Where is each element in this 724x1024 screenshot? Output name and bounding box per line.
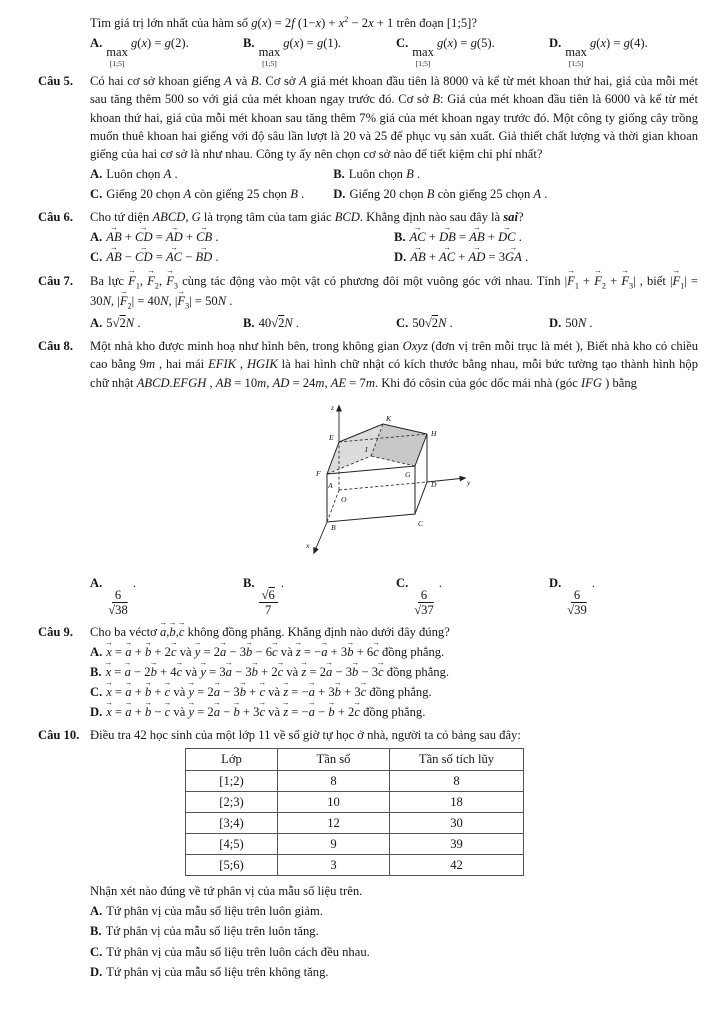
option-c — [90, 942, 698, 962]
option-text: max [1;5] g(x) = g(5). — [412, 36, 495, 68]
answer-options — [90, 313, 698, 333]
table-cell: 12 — [278, 812, 390, 833]
diagram-label-d: D — [431, 479, 437, 489]
option-a — [90, 313, 239, 333]
diagram-label-o: O — [341, 494, 347, 504]
option-text: 40√2N . — [258, 316, 300, 331]
diagram-label-i: I — [365, 444, 368, 454]
option-letter: B. — [90, 924, 102, 939]
option-text: $\frac{6}{√38}$ . — [108, 575, 137, 618]
option-text: Luôn chọn A . — [106, 166, 178, 181]
question-number: Câu 8. — [38, 339, 73, 354]
question-7 — [38, 272, 698, 334]
diagram-label-k: K — [386, 413, 392, 423]
option-letter: B. — [333, 166, 345, 181]
option-text: → AB + → CD = → AD + → CB . — [106, 230, 218, 244]
option-d — [90, 702, 698, 722]
table-cell: 3 — [278, 855, 390, 876]
question-4-fragment — [38, 14, 698, 68]
question-text: Một nhà kho được minh hoạ như hình bên, trong không gian Oxyz (đơn vị trên mỗi trục là mét ), Biết nhà kho có chiều cao bằng 9m , hai mái EFIK , HGIK là hai hình chữ nhật có kích thước bằng nhau, mỗi bức tường tạo thành hình hộp chữ nhật ABCD.EFGH , AB = 10m, AD = 24m, AE = 7m. Khi đó côsin của góc dốc mái nhà (góc IFG ) bằng — [90, 339, 699, 390]
option-letter: A. — [90, 316, 103, 331]
option-letter: A. — [90, 575, 103, 590]
question-text: Tìm giá trị lớn nhất của hàm số g(x) = 2f $(1-x) + x^2 - 2x + 1$ trên đoạn [1;5]? — [90, 15, 477, 31]
question-number: Câu 7. — [38, 273, 73, 288]
option-letter: D. — [394, 250, 407, 265]
option-text: $\frac{√6}{7}$ . — [259, 576, 285, 590]
diagram-label-f: F — [316, 468, 321, 478]
option-b — [394, 227, 698, 247]
option-a — [90, 227, 394, 247]
question-number: Câu 6. — [38, 210, 73, 225]
answer-options — [90, 227, 698, 267]
option-c — [90, 184, 333, 204]
option-a — [90, 33, 239, 68]
question-text: Ba lực → $F_1$, → $F_2$, → $F_3$ cùng tác động vào một vật có phương đôi một vuông góc với nhau. Tính |→ $F_1$ + → $F_2$ + → $F_3|$ , biết |→ $F_1| = 30N$, |→ $F_2| = 40N$, |→ $F_3| = 50N$ . — [90, 272, 698, 313]
question-text: Cho ba véctơ → a,→ b,→ c không đồng phẳng. Khẳng định nào dưới đây đúng? — [90, 623, 698, 641]
question-8 — [38, 337, 698, 618]
question-4-number-spacer — [38, 14, 90, 68]
option-d — [394, 247, 698, 267]
table-cell: 10 — [278, 791, 390, 812]
question-text: Có hai cơ sở khoan giếng A và B. Cơ sở A giá mét khoan đầu tiên là 8000 và kể từ mét khoan thứ hai, giá của mỗi mét sau tăng thêm 500 so với giá của mét khoan ngay trước đó. Cơ sở B: Giá của mét khoan đầu tiên là 6000 và kể từ mét khoan thứ hai, giá của mỗi mét khoan sau tăng thêm 7% giá của mét khoan ngay trước đó. Một công ty giống cây trồng muốn thuê khoan hai giếng với độ sâu lần lượt là 20 và 25 để phục vụ sản xuất. Giả thiết chất lượng và thời gian khoan giếng của hai cơ sở là như nhau. Công ty ấy nên chọn cơ sở nào để tiết kiệm chi phí nhất? — [90, 74, 699, 161]
diagram-label-x-axis: x — [306, 540, 310, 550]
option-a — [90, 901, 698, 921]
question-5 — [38, 72, 698, 204]
option-d — [549, 573, 698, 619]
option-text: → x = → a + → b − → c và → y = 2→ a − → b + 3→ c và → z = −→ a − → b + 2→ c đồng phẳng. — [106, 705, 425, 719]
table-cell: [4;5) — [186, 833, 278, 854]
option-d — [549, 313, 698, 333]
table-row — [186, 833, 524, 854]
option-letter: C. — [396, 316, 409, 331]
option-c — [396, 33, 545, 68]
option-text: Giếng 20 chọn B còn giếng 25 chọn A . — [349, 187, 548, 202]
warehouse-diagram-svg — [295, 398, 481, 558]
answer-options — [90, 164, 698, 204]
option-c — [396, 313, 545, 333]
option-d — [90, 962, 698, 982]
question-number: Câu 5. — [38, 74, 73, 89]
option-text: → x = → a + → b + 2→ c và → y = 2→ a − 3→ b − 6→ c và → z = −→ a + 3→ b + 6→ c đồng phẳng. — [106, 645, 444, 659]
option-letter: A. — [90, 230, 103, 245]
diagram-label-b: B — [331, 522, 336, 532]
option-letter: C. — [90, 250, 103, 265]
table-cell: [5;6) — [186, 855, 278, 876]
option-letter: C. — [396, 36, 409, 51]
option-text: → AC + → DB = → AB + → DC . — [410, 230, 522, 244]
diagram-label-a: A — [328, 480, 333, 490]
question-note: Nhận xét nào đúng về tứ phân vị của mẫu số liệu trên. — [90, 884, 363, 899]
option-letter: D. — [549, 575, 562, 590]
table-cell: 8 — [390, 770, 524, 791]
option-letter: B. — [243, 316, 255, 331]
option-d — [333, 184, 698, 204]
option-text: Tứ phân vị của mẫu số liệu trên luôn cách đều nhau. — [106, 944, 370, 959]
table-row — [186, 770, 524, 791]
answer-options — [90, 642, 698, 723]
table-row — [186, 791, 524, 812]
answer-options — [90, 33, 698, 68]
diagram-label-c: C — [418, 518, 424, 528]
option-text: → x = → a + → b + → c và → y = 2→ a − 3→ b + → c và → z = −→ a + 3→ b + 3→ c đồng phẳng. — [106, 685, 431, 699]
option-text: 5√2N . — [106, 316, 141, 331]
option-letter: C. — [90, 944, 103, 959]
option-b — [333, 164, 698, 184]
table-header-class: Lớp — [186, 749, 278, 770]
option-b — [243, 313, 392, 333]
option-letter: B. — [243, 575, 255, 590]
table-cell: 30 — [390, 812, 524, 833]
option-letter: A. — [90, 166, 103, 181]
question-text: Cho tứ diện ABCD, G là trọng tâm của tam giác BCD. Khẳng định nào sau đây là sai? — [90, 210, 524, 225]
option-b — [90, 662, 698, 682]
option-b — [243, 33, 392, 68]
question-6 — [38, 208, 698, 267]
warehouse-figure — [295, 398, 698, 563]
option-text: max [1;5] g(x) = g(2). — [106, 36, 189, 68]
diagram-label-e: E — [329, 432, 334, 442]
option-letter: A. — [90, 36, 103, 51]
option-letter: B. — [90, 664, 102, 679]
option-a — [90, 573, 239, 619]
option-b — [90, 921, 698, 941]
option-a — [90, 164, 333, 184]
question-10 — [38, 726, 698, 982]
option-d — [549, 33, 698, 68]
table-cell: 18 — [390, 791, 524, 812]
diagram-label-y-axis: y — [467, 477, 471, 487]
option-letter: D. — [90, 705, 103, 720]
option-letter: C. — [396, 575, 409, 590]
answer-options — [90, 573, 698, 619]
option-letter: D. — [90, 964, 103, 979]
option-text: Giếng 20 chọn A còn giếng 25 chọn B . — [106, 187, 305, 202]
option-text: → AB + → AC + → AD = 3→ GA . — [410, 250, 528, 264]
option-letter: D. — [333, 187, 346, 202]
question-text: Điều tra 42 học sinh của một lớp 11 về số giờ tự học ở nhà, người ta có bảng sau đây: — [90, 728, 521, 743]
frequency-table — [185, 748, 524, 876]
option-c — [90, 682, 698, 702]
option-letter: A. — [90, 904, 103, 919]
option-c — [396, 573, 545, 619]
table-cell: [3;4) — [186, 812, 278, 833]
question-9 — [38, 623, 698, 723]
table-row — [186, 855, 524, 876]
table-header-row — [186, 749, 524, 770]
table-header-frequency: Tần số — [278, 749, 390, 770]
table-cell: 42 — [390, 855, 524, 876]
table-cell: 9 — [278, 833, 390, 854]
table-cell: 8 — [278, 770, 390, 791]
option-text: → x = → a − 2→ b + 4→ c và → y = 3→ a − 3→ b + 2→ c và → z = 2→ a − 3→ b − 3→ c đồng phẳng. — [106, 665, 449, 679]
diagram-label-h: H — [431, 428, 437, 438]
option-text: Luôn chọn B . — [348, 166, 421, 181]
option-text: Tứ phân vị của mẫu số liệu trên luôn giảm. — [106, 904, 323, 919]
option-text: $\frac{6}{√37}$ . — [414, 575, 443, 618]
option-text: 50√2N . — [412, 316, 453, 331]
diagram-label-g: G — [405, 469, 411, 479]
answer-options — [90, 901, 698, 982]
option-text: $\frac{6}{√39}$ . — [567, 575, 596, 618]
x-axis — [314, 522, 327, 553]
question-number: Câu 9. — [38, 624, 73, 639]
option-letter: B. — [394, 230, 406, 245]
table-header-cumulative: Tần số tích lũy — [390, 749, 524, 770]
question-number: Câu 10. — [38, 728, 80, 743]
table-row — [186, 812, 524, 833]
option-text: 50N . — [565, 316, 593, 331]
option-text: max [1;5] g(x) = g(1). — [258, 36, 342, 68]
option-letter: C. — [90, 685, 103, 700]
option-text: → AB − → CD = → AC − → BD . — [106, 250, 218, 264]
table-cell: 39 — [390, 833, 524, 854]
option-letter: A. — [90, 644, 103, 659]
option-letter: D. — [549, 316, 562, 331]
option-letter: B. — [243, 36, 255, 51]
option-letter: D. — [549, 36, 562, 51]
option-text: Tứ phân vị của mẫu số liệu trên không tăng. — [106, 964, 329, 979]
option-letter: C. — [90, 187, 103, 202]
table-cell: [1;2) — [186, 770, 278, 791]
option-text: Tứ phân vị của mẫu số liệu trên luôn tăng. — [105, 924, 319, 939]
option-text: max [1;5] g(x) = g(4). — [565, 36, 648, 68]
diagram-label-z-axis: z — [331, 402, 334, 412]
table-cell: [2;3) — [186, 791, 278, 812]
option-b — [243, 573, 392, 619]
